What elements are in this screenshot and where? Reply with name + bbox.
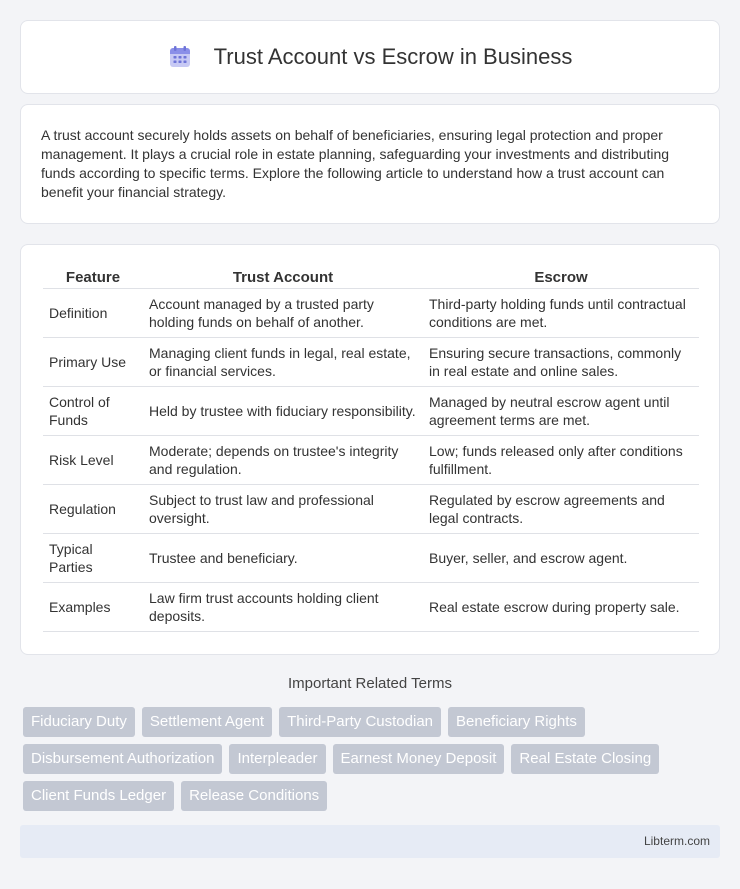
row-trust-account: Account managed by a trusted party holding funds on behalf of another. xyxy=(143,289,423,338)
related-terms-list xyxy=(23,707,723,811)
row-feature: Regulation xyxy=(43,485,143,534)
table-header-row xyxy=(43,267,699,289)
row-feature: Examples xyxy=(43,583,143,632)
row-escrow: Real estate escrow during property sale. xyxy=(423,583,699,632)
table-row xyxy=(43,338,699,387)
calendar-icon xyxy=(168,45,192,69)
table-row xyxy=(43,436,699,485)
row-trust-account: Trustee and beneficiary. xyxy=(143,534,423,583)
row-escrow: Regulated by escrow agreements and legal contracts. xyxy=(423,485,699,534)
row-trust-account: Held by trustee with fiduciary responsibility. xyxy=(143,387,423,436)
related-term-tag[interactable]: Real Estate Closing xyxy=(511,744,659,774)
related-term-tag[interactable]: Third-Party Custodian xyxy=(279,707,441,737)
related-term-tag[interactable]: Interpleader xyxy=(229,744,325,774)
comparison-table-card xyxy=(20,244,720,655)
header-escrow: Escrow xyxy=(423,267,699,289)
row-escrow: Ensuring secure transactions, commonly in real estate and online sales. xyxy=(423,338,699,387)
title-wrap xyxy=(168,44,573,70)
table-row xyxy=(43,583,699,632)
table-row xyxy=(43,534,699,583)
related-term-tag[interactable]: Earnest Money Deposit xyxy=(333,744,505,774)
row-trust-account: Subject to trust law and professional oversight. xyxy=(143,485,423,534)
row-escrow: Managed by neutral escrow agent until agreement terms are met. xyxy=(423,387,699,436)
row-feature: Primary Use xyxy=(43,338,143,387)
page-title: Trust Account vs Escrow in Business xyxy=(213,44,573,69)
header-feature: Feature xyxy=(43,267,143,289)
related-term-tag[interactable]: Beneficiary Rights xyxy=(448,707,585,737)
related-term-tag[interactable]: Client Funds Ledger xyxy=(23,781,174,811)
intro-text: A trust account securely holds assets on behalf of beneficiaries, ensuring legal protection and proper management. It plays a crucial role in estate planning, safeguarding your investments and distributing funds according to specific terms. Explore the following article to understand how a trust account can benefit your financial strategy. xyxy=(41,127,670,200)
header-trust-account: Trust Account xyxy=(143,267,423,289)
row-trust-account: Managing client funds in legal, real estate, or financial services. xyxy=(143,338,423,387)
related-term-tag[interactable]: Settlement Agent xyxy=(142,707,272,737)
table-row xyxy=(43,485,699,534)
row-feature: Definition xyxy=(43,289,143,338)
row-feature: Control of Funds xyxy=(43,387,143,436)
comparison-table xyxy=(43,267,699,632)
row-escrow: Buyer, seller, and escrow agent. xyxy=(423,534,699,583)
row-escrow: Low; funds released only after conditions fulfillment. xyxy=(423,436,699,485)
row-trust-account: Law firm trust accounts holding client deposits. xyxy=(143,583,423,632)
related-term-tag[interactable]: Disbursement Authorization xyxy=(23,744,222,774)
row-trust-account: Moderate; depends on trustee's integrity and regulation. xyxy=(143,436,423,485)
header-card xyxy=(20,20,720,94)
footer xyxy=(20,825,720,858)
related-term-tag[interactable]: Fiduciary Duty xyxy=(23,707,135,737)
related-term-tag[interactable]: Release Conditions xyxy=(181,781,327,811)
footer-site-link[interactable]: Libterm.com xyxy=(643,834,710,848)
row-feature: Risk Level xyxy=(43,436,143,485)
table-row xyxy=(43,289,699,338)
row-feature: Typical Parties xyxy=(43,534,143,583)
related-terms-title: Important Related Terms xyxy=(288,675,452,692)
intro-card xyxy=(20,104,720,224)
row-escrow: Third-party holding funds until contractual conditions are met. xyxy=(423,289,699,338)
table-row xyxy=(43,387,699,436)
